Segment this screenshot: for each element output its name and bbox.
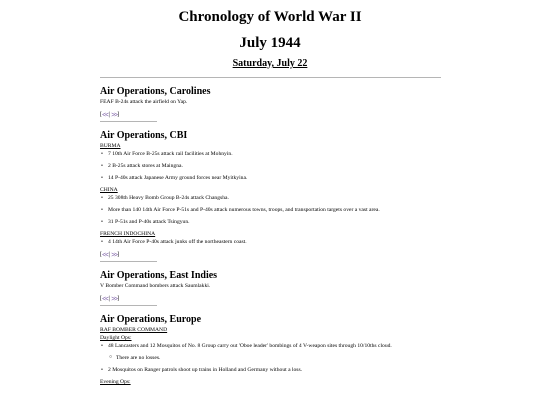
nav-bracket-open: [ (100, 251, 102, 258)
subheading-raf: RAF BOMBER COMMAND (100, 327, 168, 333)
nav-bracket-open: [ (100, 295, 102, 302)
section-east-indies (100, 270, 445, 306)
prev-arrow-icon[interactable]: << (102, 250, 108, 259)
section-divider (100, 261, 157, 262)
list-item: • 2 B-25s attack stores at Maingna. (108, 162, 445, 170)
daylight-list-2 (100, 366, 445, 374)
nav-separator: | (108, 251, 111, 258)
page-title: Chronology of World War II (178, 9, 362, 25)
nav-bracket-close: ] (117, 251, 120, 258)
subheading-burma: BURMA (100, 143, 121, 149)
list-item: • 2 Mosquitos on Ranger patrols shoot up trains in Holland and Germany without a loss. (108, 366, 445, 374)
section-nav (100, 110, 445, 119)
next-arrow-icon[interactable]: >> (111, 250, 118, 259)
prev-arrow-icon[interactable]: << (102, 294, 108, 303)
section-europe (100, 314, 445, 386)
section-heading: Air Operations, CBI (100, 130, 188, 141)
section-nav (100, 294, 445, 303)
nav-bracket-close: ] (117, 295, 120, 302)
section-divider (100, 305, 157, 306)
nav-bracket-close: ] (117, 111, 120, 118)
list-item: ○ There are no losses. (116, 354, 445, 362)
nav-separator: | (108, 295, 111, 302)
section-carolines (100, 86, 445, 122)
list-item: • 7 10th Air Force B-25s attack rail facilities at Mohnyin. (108, 150, 445, 158)
subheading-evening: Evening Ops: (100, 379, 131, 385)
nav-separator: | (108, 111, 111, 118)
nav-bracket-open: [ (100, 111, 102, 118)
burma-list (100, 150, 445, 182)
section-cbi (100, 130, 445, 262)
section-heading: Air Operations, Carolines (100, 86, 211, 97)
subheading-indochina: FRENCH INDOCHINA (100, 231, 156, 237)
month-title: July 1944 (239, 35, 301, 51)
daylight-sublist (108, 354, 445, 362)
section-text: V Bomber Command bombers attack Saumlakki. (100, 283, 211, 289)
list-item: • 31 P-51s and P-40s attack Tsingyun. (108, 218, 445, 226)
china-list (100, 194, 445, 226)
section-divider (100, 121, 157, 122)
content (100, 86, 445, 386)
list-item: • 48 Lancasters and 12 Mosquitos of No. 8 Group carry out 'Oboe leader' bombings of 4 V-weapon sites through 10/10ths cloud. (108, 342, 445, 350)
list-item: • More than 140 14th Air Force P-51s and P-40s attack numerous towns, troops, and transportation targets over a vast area. (108, 206, 445, 214)
header-divider (100, 77, 441, 78)
section-text: FEAF B-24s attack the airfield on Yap. (100, 99, 188, 105)
next-arrow-icon[interactable]: >> (111, 294, 118, 303)
indochina-list (100, 238, 445, 246)
next-arrow-icon[interactable]: >> (111, 110, 118, 119)
section-heading: Air Operations, Europe (100, 314, 202, 325)
subheading-china: CHINA (100, 187, 118, 193)
section-heading: Air Operations, East Indies (100, 270, 218, 281)
daylight-list (100, 342, 445, 350)
subheading-daylight: Daylight Ops: (100, 335, 132, 341)
section-nav (100, 250, 445, 259)
list-item: • 25 308th Heavy Bomb Group B-24s attack Changsha. (108, 194, 445, 202)
date-heading: Saturday, July 22 (232, 58, 308, 69)
list-item: • 4 14th Air Force P-40s attack junks off the northeastern coast. (108, 238, 445, 246)
list-item: • 14 P-40s attack Japanese Army ground forces near Myitkyina. (108, 174, 445, 182)
prev-arrow-icon[interactable]: << (102, 110, 108, 119)
